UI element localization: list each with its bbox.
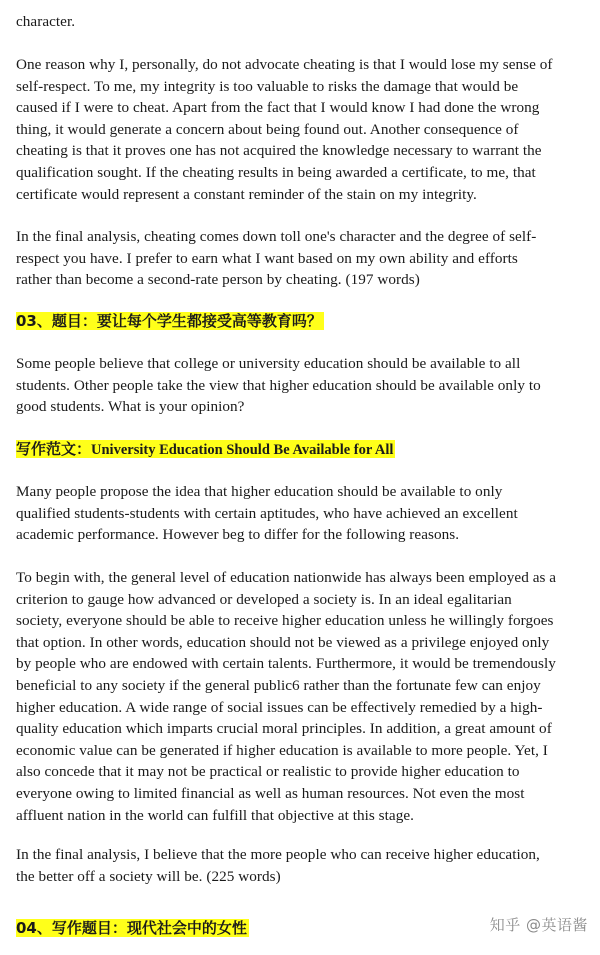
heading-question-03 (16, 309, 324, 333)
heading-sample-essay-title: University Education Should Be Available for All (91, 442, 394, 458)
paragraph-essay-intro: Many people propose the idea that higher education should be available to only qualified students-students with certain aptitudes, who have achieved an excellent academic performance. However beg to differ for the following reasons. (16, 483, 518, 544)
heading-question-04 (16, 916, 249, 940)
heading-sample-essay-highlight (16, 440, 395, 458)
paragraph-essay-conclusion: In the final analysis, I believe that the more people who can receive higher education, the better off a society will be. (225 words) (16, 846, 540, 885)
watermark: 知乎 @英语酱 (489, 916, 588, 934)
paragraph-character: character. (16, 13, 76, 30)
paragraph-essay-body: To begin with, the general level of education nationwide has always been employed as a criterion to gauge how advanced or developed a society is. In an ideal egalitarian society, everyone should be able to receive higher education unless he willingly forgoes that option. In other words, education should not be viewed as a privilege enjoyed only by people who are endowed with certain talents. Furthermore, it would be tremendously beneficial to any society if the general public6 rather than the fortunate few can enjoy higher education. A wide range of social issues can be effectively remedied by a high- quality education which imparts crucial moral principles. In addition, a great amount of economic value can be generated if higher education is available to more people. Yet, I also concede that it may not be practical or realistic to provide higher education to everyone owing to limited financial as well as human resources. Not even the most affluent nation in the world can fulfill that objective at this stage. (16, 569, 557, 824)
paragraph-cheating-conclusion: In the final analysis, cheating comes down toll one's character and the degree of self- respect you have. I prefer to earn what I want based on my own ability and efforts rather than become a second-rate person by cheating. (197 words) (16, 228, 537, 289)
paragraph-prompt: Some people believe that college or university education should be available to all students. Other people take the view that higher education should be available only to good students. What is your opinion? (16, 355, 541, 416)
paragraph-integrity: One reason why I, personally, do not advocate cheating is that I would lose my sense of self-respect. To me, my integrity is too valuable to risks the damage that would be caused if I were to cheat. Apart from the fact that I would know I had done the wrong thing, it would generate a concern about being found out. Another consequence of cheating is that it proves one has not acquired the knowledge necessary to warrant the qualification sought. If the cheating results in being awarded a certificate, to me, that certificate would represent a constant reminder of the stain on my integrity. (16, 56, 553, 203)
heading-question-04-text: 04、写作题目：现代社会中的女性 (16, 919, 247, 937)
heading-question-03-text: 03、题目：要让每个学生都接受高等教育吗？ (16, 312, 322, 330)
heading-sample-essay-prefix: 写作范文： (16, 440, 92, 458)
heading-sample-essay (16, 437, 395, 462)
